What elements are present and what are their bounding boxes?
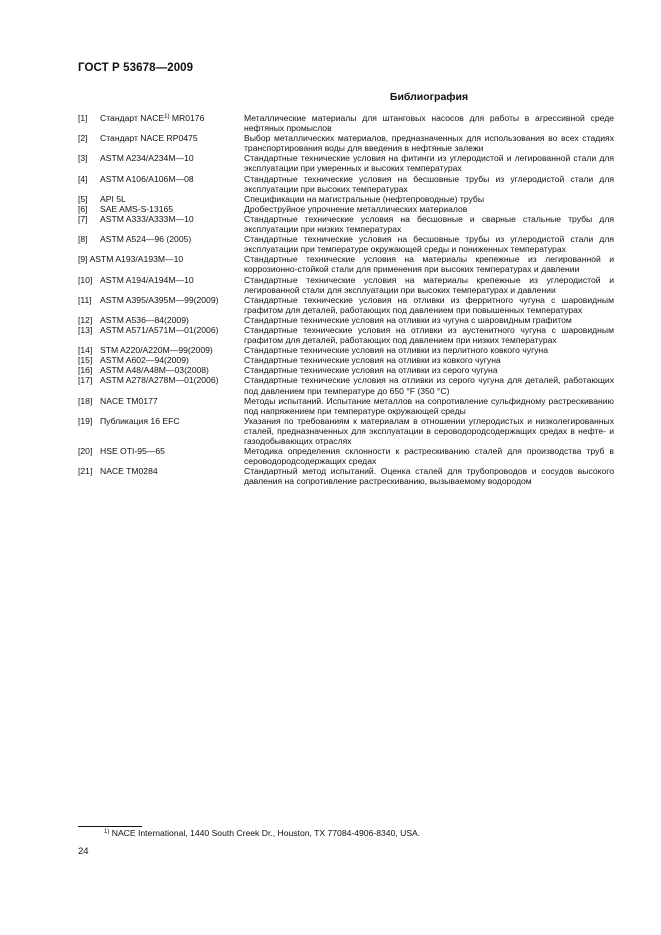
entry-description: Дробеструйное упрочнение металлических материалов [244,203,468,214]
bibliography-entry [78,234,614,254]
entry-source-cell [78,204,244,214]
entry-description: Стандартные технические условия на отливки из перлитного ковкого чугуна [244,345,549,356]
entry-description: Указания по требованиям к материалам в отношении углеродистых и низколегированных сталей, предназначенных для эксплуатации в сероводородсодержащих средах в нефте- и газодобывающих отраслях [244,415,614,446]
entry-number: [17] [78,375,93,386]
bibliography-entry [78,325,614,345]
bibliography-entry [78,375,614,395]
entry-source-cell [78,153,244,163]
entry-source-cell [78,214,244,224]
entry-number: [11] [78,294,92,305]
bibliography-entry [78,153,614,173]
bibliography-entry [78,355,614,365]
entry-number: [3] [78,153,88,164]
entry-source: ASTM A395/A395M—99(2009) [100,294,219,305]
entry-number: [18] [78,395,93,406]
bibliography-entry [78,174,614,194]
entry-source: ASTM A194/A194M—10 [100,274,194,285]
entry-source-cell [78,375,244,385]
entry-number: [16] [78,365,93,376]
entry-source: ASTM A48/A48M—03(2008) [100,365,209,376]
bibliography-heading [78,91,613,103]
entry-source: ASTM A193/A193M—10 [89,254,184,265]
bibliography-entry [78,396,614,416]
entry-source: ASTM A278/A278M—01(2006) [100,375,219,386]
entry-source: HSE OTI-95—65 [100,446,165,457]
entry-description: Стандартные технические условия на материалы крепежные из углеродистой и легированной стали для эксплуатации при высоких температурах и давлении [244,274,614,295]
bibliography-entry [78,204,614,214]
entry-source: STM A220/A220M—99(2009) [100,345,213,356]
entry-number: [12] [78,314,93,325]
entry-source: ASTM A602—94(2009) [100,355,189,366]
entry-number: [5] [78,193,88,204]
entry-number: [7] [78,213,88,224]
bibliography-list [78,113,614,486]
entry-number: [14] [78,345,93,356]
entry-description: Стандартные технические условия на материалы крепежные из легированной и коррозионно-стойкой стали для применения при высоких температурах и давлении [244,254,614,275]
bibliography-entry [78,345,614,355]
bibliography-title: Библиография [389,91,469,103]
entry-source: NACE TM0284 [100,466,158,477]
entry-number: [8] [78,234,88,245]
entry-source-cell [78,416,244,426]
entry-number: [6] [78,203,88,214]
bibliography-entry [78,214,614,234]
entry-number: [20] [78,446,93,457]
entry-source-cell [78,194,244,204]
entry-source: ASTM A524—96 (2005) [100,234,192,245]
entry-description: Стандартные технические условия на отливки из ковкого чугуна [244,355,501,366]
entry-source-cell [78,133,244,143]
bibliography-entry [78,133,614,153]
entry-description: Выбор металлических материалов, предназначенных для использования во всех стадиях транспортирования воды для введения в нефтяные залежи [244,133,614,154]
bibliography-entry [78,446,614,466]
bibliography-entry [78,254,614,274]
entry-source-cell [78,234,244,244]
entry-source-cell [78,365,244,375]
entry-source-cell [78,174,244,184]
entry-source-cell [78,113,244,123]
entry-source: Стандарт NACE RP0475 [100,133,198,144]
entry-number: [13] [78,324,93,335]
bibliography-entry [78,194,614,204]
footnote [104,828,420,838]
entry-description: Методы испытаний. Испытание металлов на сопротивление сульфидному растрескиванию под напряжением при температуре окружающей среды [244,395,614,416]
bibliography-entry [78,365,614,375]
entry-description: Стандартные технические условия на отливки из аустенитного чугуна с шаровидным графитом для деталей, работающих под давлением при низких температурах [244,324,614,346]
entry-source-tail: MR0176 [169,113,205,123]
entry-number: [19] [78,415,93,426]
entry-source-cell [78,396,244,406]
footnote-text: NACE International, 1440 South Creek Dr., Houston, TX 77084-4906-8340, USA. [111,828,421,838]
bibliography-entry [78,113,614,133]
entry-source-cell [78,325,244,335]
entry-description: Стандартные технические условия на отливки из чугуна с шаровидным графитом [244,314,572,325]
entry-source: Публикация 16 EFC [100,415,180,426]
entry-source [100,113,244,123]
footnote-reference: 1) [164,114,170,120]
entry-description: Стандартные технические условия на отливки из серого чугуна [244,365,498,376]
entry-description: Спецификации на магистральные (нефтепроводные) трубы [244,193,485,204]
entry-source-cell [78,345,244,355]
entry-source-cell [78,315,244,325]
entry-description: Методика определения склонности к растрескиванию сталей для производства труб в сероводородсодержащих средах [244,446,614,467]
entry-source: ASTM A333/A333M—10 [100,213,194,224]
entry-source: ASTM A571/A571M—01(2006) [100,324,219,335]
bibliography-entry [78,275,614,295]
entry-source-cell [78,275,244,285]
entry-number: [21] [78,466,93,477]
entry-description: Металлические материалы для штанговых насосов для работы в агрессивной среде нефтяных промыслов [244,113,614,134]
entry-description: Стандартные технические условия на отливки из ферритного чугуна с шаровидным графитом для деталей, работающих под давлением при повышенных температурах [244,294,614,315]
entry-source-cell [78,466,244,476]
entry-number: [2] [78,133,88,144]
entry-number: [1] [78,113,88,123]
entry-description: Стандартные технические условия на отливки из серого чугуна для деталей, работающих под давлением при температуре до 650 °F (350 °C) [244,375,614,396]
footnote-mark: 1) [104,829,110,835]
entry-source-cell [78,295,244,305]
entry-source: ASTM A536—84(2009) [100,314,189,325]
bibliography-entry [78,466,614,486]
entry-source: ASTM A234/A234M—10 [100,153,194,164]
footnote-separator [78,826,142,827]
entry-description: Стандартные технические условия на бесшовные трубы из углеродистой стали для эксплуатации при температуре окружающей среды и пониженных температурах [244,234,614,255]
document-code: ГОСТ Р 53678—2009 [78,62,194,74]
entry-source-cell [78,446,244,456]
entry-source-text: Стандарт NACE [100,113,165,123]
entry-number: [15] [78,355,93,366]
entry-number: [9] [78,254,88,265]
entry-source: SAE AMS-S-13165 [100,203,174,214]
bibliography-entry [78,315,614,325]
entry-source: ASTM A106/A106M—08 [100,173,194,184]
entry-source: API 5L [100,193,126,204]
entry-description: Стандартные технические условия на бесшовные и сварные стальные трубы для эксплуатации при низких температурах [244,213,614,235]
entry-description: Стандартные технические условия на фитинги из углеродистой и легированной стали для эксплуатации при умеренных и высоких температурах [244,153,614,174]
entry-number: [4] [78,173,88,184]
entry-source: NACE TM0177 [100,395,158,406]
page-number: 24 [78,846,89,857]
entry-source-cell [78,254,244,264]
entry-description: Стандартные технические условия на бесшовные трубы из углеродистой стали для эксплуатации при высоких температурах [244,173,614,194]
entry-number: [10] [78,274,93,285]
entry-description: Стандартный метод испытаний. Оценка сталей для трубопроводов и сосудов высокого давления на сопротивление растрескиванию, вызываемому водородом [244,466,614,487]
entry-source-cell [78,355,244,365]
bibliography-entry [78,416,614,446]
bibliography-entry [78,295,614,315]
